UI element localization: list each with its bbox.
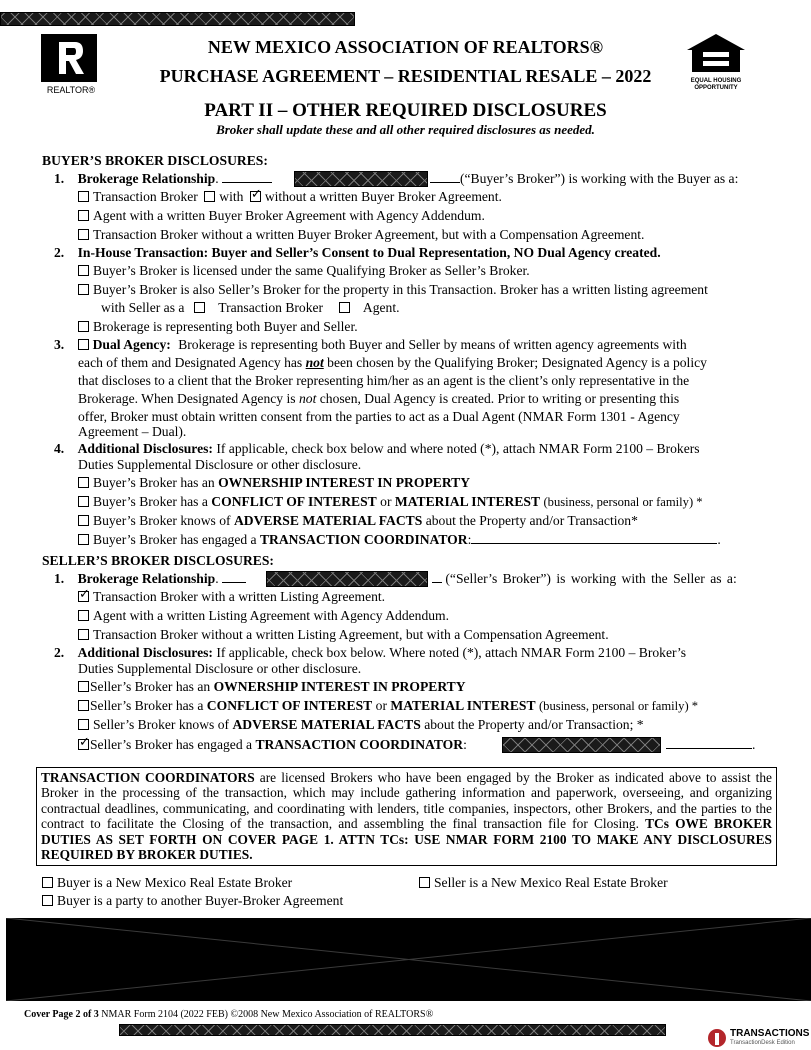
item-number: 2. bbox=[54, 645, 65, 660]
buyer-without-label: without a written Buyer Broker Agreement. bbox=[264, 189, 502, 204]
dual-agency-not: not bbox=[305, 355, 324, 370]
in-house-3-checkbox[interactable] bbox=[78, 321, 89, 332]
dual-agency-label: Dual Agency: bbox=[92, 337, 171, 352]
redacted-footer-bar bbox=[119, 1024, 666, 1036]
buyer-adverse-tail: about the Property and/or Transaction* bbox=[425, 513, 638, 528]
buyer-party-label: Buyer is a party to another Buyer-Broker Agreement bbox=[57, 893, 344, 908]
in-house-heading: In-House Transaction: Buyer and Seller’s Consent to Dual Representation, NO Dual Agency created. bbox=[77, 245, 661, 260]
in-house-option-2 bbox=[78, 282, 708, 298]
buyer-additional-text-1: If applicable, check box below and where noted (*), attach NMAR Form 2100 – Brokers bbox=[216, 441, 700, 456]
dual-agency-row-4 bbox=[78, 391, 679, 407]
doc-title: NEW MEXICO ASSOCIATION OF REALTORS® bbox=[207, 37, 604, 57]
redacted-buyer-broker-name bbox=[294, 171, 428, 187]
item-number: 1. bbox=[54, 171, 65, 186]
tc-notice-lead: TRANSACTION COORDINATORS bbox=[41, 770, 255, 785]
buyer-additional-row-1 bbox=[54, 441, 700, 457]
buyer-party-option bbox=[42, 893, 343, 909]
period: . bbox=[752, 737, 756, 752]
buyer-material-bold: MATERIAL INTEREST bbox=[394, 494, 541, 509]
seller-brokerage-relationship-row: 1. Brokerage Relationship. bbox=[54, 571, 246, 587]
buyer-without-checkbox[interactable] bbox=[250, 191, 261, 202]
buyer-opt1-label: Transaction Broker bbox=[93, 189, 198, 204]
seller-compensation-checkbox[interactable] bbox=[78, 629, 89, 640]
transactions-brand bbox=[707, 1027, 810, 1049]
in-house-2b-label: with Seller as a bbox=[101, 300, 185, 315]
seller-tc-bold: TRANSACTION COORDINATOR bbox=[255, 737, 464, 752]
seller-ownership-bold: OWNERSHIP INTEREST IN PROPERTY bbox=[213, 679, 466, 694]
dual-agency-text-4a: Brokerage. When Designated Agency is bbox=[78, 391, 296, 406]
in-house-heading-row bbox=[54, 245, 661, 261]
buyer-ownership-text: Buyer’s Broker has an bbox=[93, 475, 215, 490]
seller-tc-checkbox[interactable] bbox=[78, 739, 89, 750]
buyer-with-checkbox[interactable] bbox=[204, 191, 215, 202]
tc-notice-paragraph bbox=[37, 768, 776, 862]
seller-option-agent bbox=[78, 608, 449, 624]
seller-disclosure-conflict bbox=[78, 698, 698, 714]
footer-row bbox=[24, 1009, 433, 1020]
seller-section-heading: SELLER’S BROKER DISCLOSURES: bbox=[42, 553, 274, 568]
buyer-broker-blank-2[interactable] bbox=[430, 171, 460, 183]
seller-adverse-checkbox[interactable] bbox=[78, 719, 89, 730]
seller-opt1-label: Transaction Broker with a written Listing Agreement. bbox=[93, 589, 386, 604]
seller-brokerage-suffix-text: (“Seller’s Broker”) is working with the Seller as a: bbox=[445, 571, 737, 586]
seller-nm-broker-option bbox=[419, 875, 668, 891]
seller-nm-broker-label: Seller is a New Mexico Real Estate Broker bbox=[434, 875, 668, 890]
buyer-with-label: with bbox=[219, 189, 244, 204]
buyer-additional-label: Additional Disclosures: bbox=[77, 441, 213, 456]
buyer-conflict-tail: (business, personal or family) * bbox=[543, 495, 703, 509]
transactions-brand-subtext: TransactionDesk Edition bbox=[730, 1040, 795, 1046]
buyer-disclosure-conflict bbox=[78, 494, 703, 510]
seller-option-compensation bbox=[78, 627, 609, 643]
seller-broker-blank-2[interactable] bbox=[432, 571, 442, 583]
transactions-logo-icon bbox=[707, 1028, 727, 1048]
seller-opt3-label: Transaction Broker without a written Listing Agreement, but with a Compensation Agreement. bbox=[93, 627, 609, 642]
buyer-brokerage-relationship-row: 1. Brokerage Relationship. bbox=[54, 171, 272, 187]
item-number: 4. bbox=[54, 441, 65, 456]
buyer-nm-broker-label: Buyer is a New Mexico Real Estate Broker bbox=[57, 875, 293, 890]
in-house-1-label: Buyer’s Broker is licensed under the same Qualifying Broker as Seller’s Broker. bbox=[93, 263, 530, 278]
redacted-header-bar bbox=[0, 12, 355, 26]
buyer-option-transaction-broker bbox=[78, 189, 502, 205]
buyer-conflict-or: or bbox=[380, 494, 392, 509]
redacted-signature-block bbox=[6, 918, 811, 1001]
seller-nm-broker-checkbox[interactable] bbox=[419, 877, 430, 888]
buyer-adverse-bold: ADVERSE MATERIAL FACTS bbox=[233, 513, 423, 528]
part-title: PART II – OTHER REQUIRED DISCLOSURES bbox=[204, 100, 607, 121]
in-house-3-label: Brokerage is representing both Buyer and Seller. bbox=[93, 319, 358, 334]
buyer-disclosure-ownership bbox=[78, 475, 470, 491]
buyer-brokerage-label: Brokerage Relationship bbox=[77, 171, 216, 186]
in-house-2-checkbox[interactable] bbox=[78, 284, 89, 295]
seller-transaction-broker-checkbox[interactable] bbox=[78, 591, 89, 602]
seller-brokerage-blank[interactable] bbox=[222, 571, 246, 583]
seller-ownership-checkbox[interactable] bbox=[78, 681, 89, 692]
item-number: 3. bbox=[54, 337, 65, 352]
dual-agency-text-2b: been chosen by the Qualifying Broker; Designated Agency is a policy bbox=[327, 355, 707, 370]
dual-agency-row-5: offer, Broker must obtain written consent from the parties to act as a Dual Agent (NMAR Form 1301 - Agency bbox=[78, 409, 680, 424]
buyer-brokerage-suffix bbox=[430, 171, 738, 187]
seller-disclosure-tc bbox=[78, 737, 467, 753]
tc-notice-body: are licensed Brokers who have been engaged by the Broker as indicated above to assist the Broker in the processing of the transaction, which may include gathering information and paperwork, overseeing, and organizing contractual deadlines, communicating, and coordinating with lenders, title companies, inspectors, other Brokers, and the parties to the contract to facilitate the Closing of the transaction, and assembling the final transaction file for Closing. bbox=[41, 770, 772, 832]
in-house-1-checkbox[interactable] bbox=[78, 265, 89, 276]
seller-tc-text: Seller’s Broker has engaged a bbox=[90, 737, 253, 752]
footer-form-info: NMAR Form 2104 (2022 FEB) ©2008 New Mexico Association of REALTORS® bbox=[101, 1009, 434, 1020]
in-house-agent-label: Agent. bbox=[362, 300, 400, 315]
dual-agency-row-6: Agreement – Dual). bbox=[78, 424, 187, 439]
buyer-opt2-label: Agent with a written Buyer Broker Agreement with Agency Addendum. bbox=[93, 208, 485, 223]
seller-disclosure-adverse bbox=[78, 717, 644, 733]
buyer-disclosure-tc bbox=[78, 532, 721, 548]
seller-tc-blank[interactable] bbox=[666, 737, 752, 749]
seller-brokerage-suffix bbox=[432, 571, 737, 587]
buyer-nm-broker-option bbox=[42, 875, 292, 891]
footer-page-number: Cover Page 2 of 3 bbox=[24, 1009, 99, 1020]
seller-adverse-text: Seller’s Broker knows of bbox=[93, 717, 230, 732]
dual-agency-row-1 bbox=[54, 337, 687, 353]
buyer-brokerage-suffix-text: (“Buyer’s Broker”) is working with the Buyer as a: bbox=[460, 171, 739, 186]
buyer-conflict-checkbox[interactable] bbox=[78, 496, 89, 507]
in-house-agent-checkbox[interactable] bbox=[339, 302, 350, 313]
seller-opt2-label: Agent with a written Listing Agreement with Agency Addendum. bbox=[93, 608, 450, 623]
dual-agency-checkbox[interactable] bbox=[78, 339, 89, 350]
seller-additional-text-1: If applicable, check box below. Where noted (*), attach NMAR Form 2100 – Broker’s bbox=[216, 645, 687, 660]
dual-agency-row-3: that discloses to a client that the Broker representing him/her as an agent is the client’s only representative in the bbox=[78, 373, 690, 388]
seller-additional-row-2: Duties Supplemental Disclosure or other disclosure. bbox=[78, 661, 362, 676]
buyer-party-checkbox[interactable] bbox=[42, 895, 53, 906]
buyer-adverse-text: Buyer’s Broker knows of bbox=[93, 513, 231, 528]
buyer-option-compensation bbox=[78, 227, 644, 243]
item-number: 1. bbox=[54, 571, 65, 586]
period: . bbox=[717, 532, 721, 547]
dual-agency-row-2 bbox=[78, 355, 707, 371]
in-house-tb-checkbox[interactable] bbox=[194, 302, 205, 313]
redacted-seller-tc-name bbox=[502, 737, 661, 753]
colon: : bbox=[467, 532, 472, 547]
dual-agency-not-2: not bbox=[298, 391, 317, 406]
seller-conflict-text: Seller’s Broker has a bbox=[90, 698, 204, 713]
realtor-logo-text: REALTOR® bbox=[46, 85, 96, 95]
redaction-cross bbox=[6, 918, 811, 1001]
equal-housing-text: EQUAL HOUSING OPPORTUNITY bbox=[690, 78, 742, 91]
transaction-coordinators-notice bbox=[36, 767, 777, 866]
buyer-compensation-checkbox[interactable] bbox=[78, 229, 89, 240]
item-number: 2. bbox=[54, 245, 65, 260]
buyer-tc-bold: TRANSACTION COORDINATOR bbox=[259, 532, 468, 547]
transactions-brand-text: TRANSACTIONS bbox=[730, 1028, 810, 1039]
seller-adverse-tail: about the Property and/or Transaction; * bbox=[424, 717, 644, 732]
buyer-tc-checkbox[interactable] bbox=[78, 534, 89, 545]
redacted-seller-broker-name bbox=[266, 571, 428, 587]
seller-material-bold: MATERIAL INTEREST bbox=[390, 698, 536, 713]
tc-notice-tail: TCs OWE BROKER DUTIES AS SET FORTH ON COVER PAGE 1. ATTN TCs: USE NMAR FORM 2100 TO MAKE ANY DISCLOSURES REQUIRED BY BROKER DUTIES. bbox=[41, 816, 772, 863]
seller-disclosure-ownership bbox=[78, 679, 466, 695]
seller-conflict-checkbox[interactable] bbox=[78, 700, 89, 711]
seller-conflict-or: or bbox=[375, 698, 387, 713]
seller-conflict-tail: (business, personal or family) * bbox=[538, 699, 699, 713]
seller-option-transaction-broker bbox=[78, 589, 385, 605]
seller-ownership-text: Seller’s Broker has an bbox=[90, 679, 211, 694]
colon: : bbox=[463, 737, 467, 752]
buyer-option-agent bbox=[78, 208, 485, 224]
dual-agency-text-1: Brokerage is representing both Buyer and Seller by means of written agency agreements with bbox=[178, 337, 687, 352]
in-house-option-1 bbox=[78, 263, 530, 279]
part-instruction: Broker shall update these and all other required disclosures as needed. bbox=[216, 122, 595, 137]
doc-subtitle: PURCHASE AGREEMENT – RESIDENTIAL RESALE – 2022 bbox=[159, 66, 652, 86]
buyer-tc-blank[interactable] bbox=[471, 532, 717, 544]
buyer-opt3-label: Transaction Broker without a written Buyer Broker Agreement, but with a Compensation Agreement. bbox=[93, 227, 645, 242]
seller-agent-checkbox[interactable] bbox=[78, 610, 89, 621]
in-house-2-label: Buyer’s Broker is also Seller’s Broker for the property in this Transaction. Broker has a written listing agreement bbox=[93, 282, 708, 297]
in-house-option-2b bbox=[101, 300, 400, 316]
dual-agency-text-2a: each of them and Designated Agency has bbox=[78, 355, 303, 370]
buyer-disclosure-adverse bbox=[78, 513, 638, 529]
seller-conflict-bold: CONFLICT OF INTEREST bbox=[206, 698, 373, 713]
in-house-tb-label: Transaction Broker bbox=[218, 300, 324, 315]
buyer-section-heading: BUYER’S BROKER DISCLOSURES: bbox=[42, 153, 268, 168]
buyer-ownership-bold: OWNERSHIP INTEREST IN PROPERTY bbox=[218, 475, 471, 490]
buyer-conflict-text: Buyer’s Broker has a bbox=[93, 494, 208, 509]
buyer-tc-text: Buyer’s Broker has engaged a bbox=[93, 532, 257, 547]
seller-additional-row-1 bbox=[54, 645, 686, 661]
buyer-conflict-bold: CONFLICT OF INTEREST bbox=[211, 494, 377, 509]
buyer-nm-broker-checkbox[interactable] bbox=[42, 877, 53, 888]
buyer-additional-row-2: Duties Supplemental Disclosure or other disclosure. bbox=[78, 457, 362, 472]
dual-agency-text-4b: chosen, Dual Agency is created. Prior to writing or presenting this bbox=[319, 391, 680, 406]
buyer-agent-checkbox[interactable] bbox=[78, 210, 89, 221]
seller-additional-label: Additional Disclosures: bbox=[77, 645, 213, 660]
seller-adverse-bold: ADVERSE MATERIAL FACTS bbox=[232, 717, 421, 732]
in-house-option-3 bbox=[78, 319, 358, 335]
buyer-brokerage-blank[interactable] bbox=[222, 171, 272, 183]
seller-tc-blank-row bbox=[666, 737, 755, 753]
buyer-adverse-checkbox[interactable] bbox=[78, 515, 89, 526]
seller-brokerage-label: Brokerage Relationship bbox=[77, 571, 216, 586]
buyer-transaction-broker-checkbox[interactable] bbox=[78, 191, 89, 202]
buyer-ownership-checkbox[interactable] bbox=[78, 477, 89, 488]
